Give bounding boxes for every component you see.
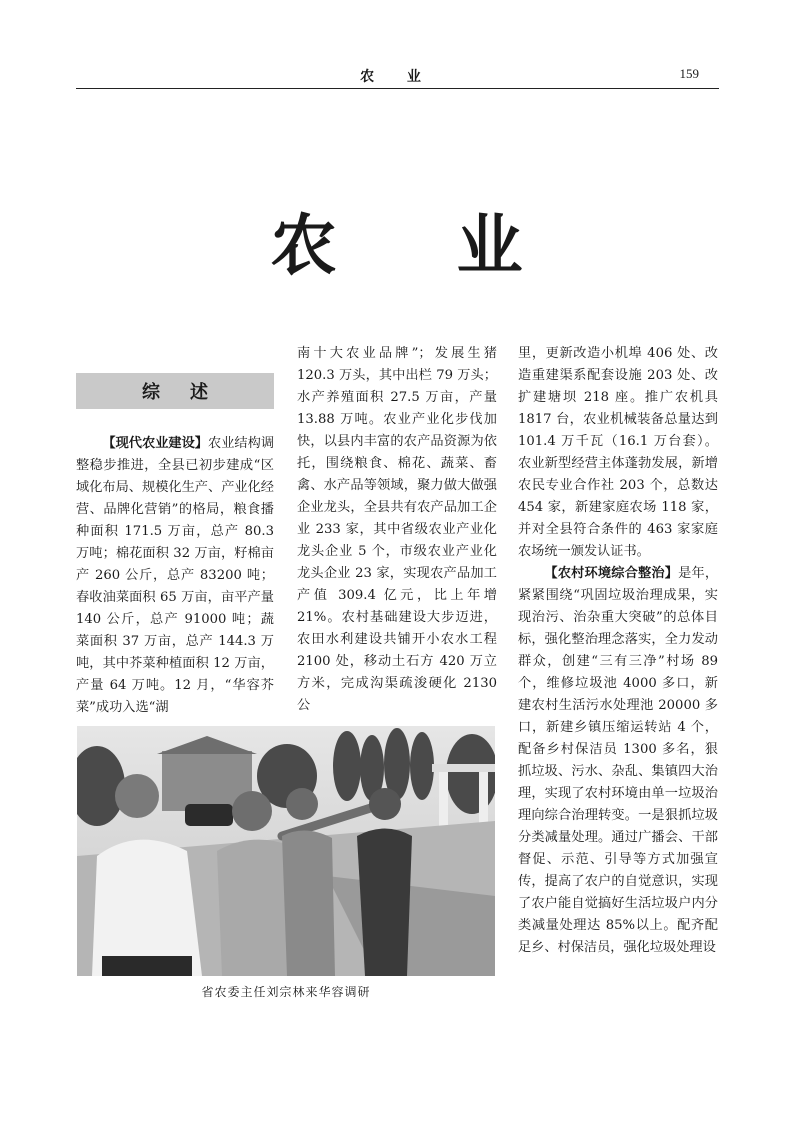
paragraph-continuation: 南十大农业品牌”；发展生猪 120.3 万头，其中出栏 79 万头；水产养殖面积 27.5 万亩，产量 13.88 万吨。农业产业化步伐加快，以县内丰富的农产品资源为依托，围绕粮食、棉花、蔬菜、畜禽、水产品等领域，聚力做大做强企业龙头，全县共有农产品加工企业 233 家，其中省级农业产业化龙头企业 5 个，市级农业产业化龙头企业 23 家，实现农产品加工产值 309.4 亿元，比上年增 21%。农村基础建设大步迈进，农田水利建设共铺开小农水工程 2100 处，移动土石方 420 万立方米，完成沟渠疏浚硬化 2130 公 [297,346,497,713]
paragraph-body: 是年，紧紧围绕“巩固垃圾治理成果，实现治污、治杂重大突破”的总体目标，强化整治理念落实，全力发动群众，创建“三有三净”村场 89 个，维修垃圾池 4000 多口，新建农村生活污水处理池 20000 多口，新建乡镇压缩运转站 4 个，配备乡村保洁员 1300 多名，狠抓垃圾、污水、杂乱、集镇四大治理，实现了农村环境由单一垃圾治理向综合治理转变。一是狠抓垃圾分类减量处理。通过广播会、干部督促、示范、引导等方式加强宣传，提高了农户的自觉意识，实现了农户能自觉搞好生活垃圾户内分类减量处理达 85%以上。配齐配足乡、村保洁员，强化垃圾处理设 [518,566,719,955]
paragraph-body: 农业结构调整稳步推进，全县已初步建成“区域化布局、规模化生产、产业化经营、品牌化营销”的格局，粮食播种面积 171.5 万亩，总产 80.3 万吨；棉花面积 32 万亩，籽棉亩产 260 公斤，总产 83200 吨；春收油菜面积 65 万亩，亩平产量 140 公斤，总产 91000 吨；蔬菜面积 37 万亩，总产 144.3 万吨，其中芥菜种植面积 12 万亩，产量 64 万吨。12 月，“华容芥菜”成功入选“湖 [76,436,275,715]
paragraph-label: 【农村环境综合整治】 [544,566,679,581]
photo-caption: 省农委主任刘宗林来华容调研 [201,985,371,999]
text-column-1 [76,433,274,719]
text-column-3 [518,343,718,959]
section-heading-box [76,373,274,409]
text-column-2 [297,343,497,717]
section-title: 综述 [142,382,238,403]
chapter-title: 农业 [270,206,643,284]
news-photo [77,726,495,976]
paragraph-rural-environment [518,563,718,959]
paragraph-label: 【现代农业建设】 [102,436,209,451]
photo-image [77,726,495,976]
paragraph-continuation: 里，更新改造小机埠 406 处、改造重建渠系配套设施 203 处、改扩建塘坝 218 座。推广农机具 1817 台，农业机械装备总量达到 101.4 万千瓦（16.1 万台套）。农业新型经营主体蓬勃发展，新增农民专业合作社 203 个，总数达 454 家，新建家庭农场 118 家，并对全县符合条件的 463 家家庭农场统一颁发认证书。 [518,346,718,559]
running-head [76,66,719,89]
paragraph-modern-agriculture [76,433,274,719]
running-title: 农 业 [360,69,435,85]
page-number: 159 [679,66,699,81]
